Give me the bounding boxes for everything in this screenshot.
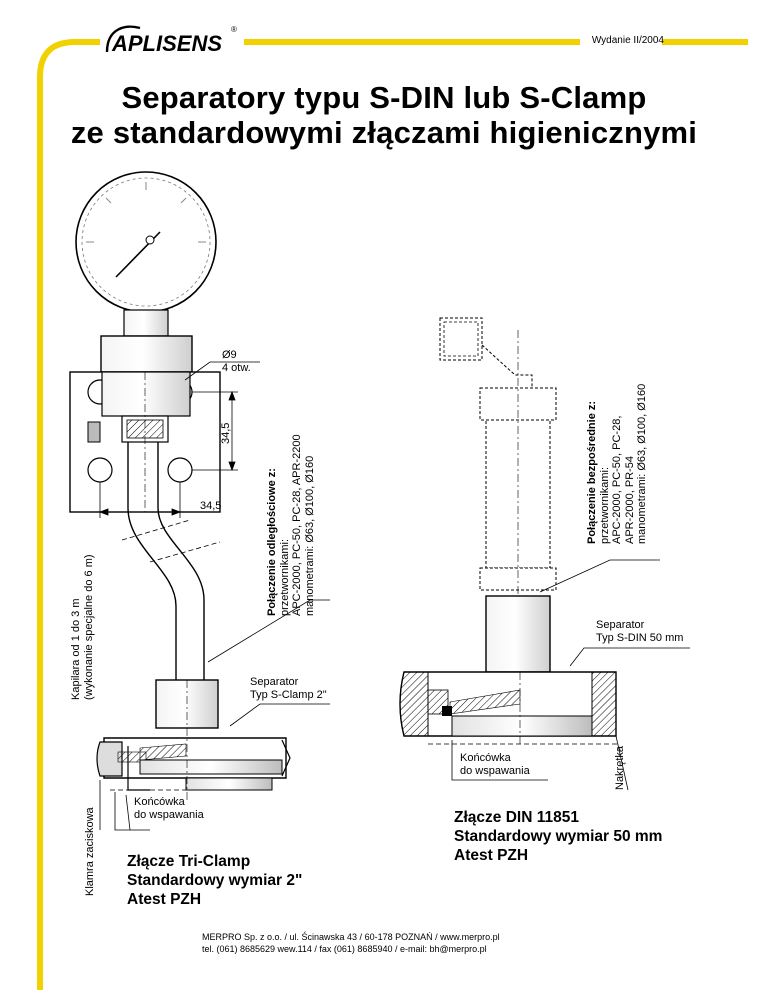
direct-connection-heading: Połączenie bezpośrednie z: [586,400,598,544]
dim-vertical-label: 34,5 [220,422,232,444]
left-weld-end-line-2: do wspawania [134,809,204,821]
footer-contact [202,931,500,955]
remote-connection-heading: Połączenie odległościowe z: [266,468,278,616]
transmitter-housing [101,336,192,372]
s-din-separator-label [596,619,683,645]
mounting-plate [70,372,220,512]
footer-line-1: MERPRO Sp. z o.o. / ul. Ścinawska 43 / 60-178 POZNAŃ / www.merpro.pl [202,932,500,942]
din-caption-line-1: Złącze DIN 11851 [454,809,579,826]
right-weld-end-label [460,752,530,778]
remote-connection-line-2: APC-2000, PC-50, PC-28, APR-2200 [291,434,303,616]
title-line-2: ze standardowymi złączami higienicznymi [70,115,698,150]
direct-connection-line-4: manometrami: Ø63, Ø100, Ø160 [636,383,648,544]
direct-connection-line-1: przetwornikami: [598,466,611,544]
pressure-gauge [76,172,216,336]
remote-connection-text [266,434,316,616]
holes-count-label: 4 otw. [222,362,251,374]
right-weld-end-line-1: Końcówka [460,752,511,764]
footer-line-2: tel. (061) 8685629 wew.114 / fax (061) 8685940 / e-mail: bh@merpro.pl [202,944,487,954]
tri-clamp-caption-line-2: Standardowy wymiar 2" [127,872,303,889]
title-line-1: Separatory typu S-DIN lub S-Clamp [121,80,647,115]
s-din-line-2: Typ S-DIN 50 mm [596,632,684,644]
capillary-text [70,554,95,700]
capillary-line-2: (wykonanie specjalne do 6 m) [82,554,95,700]
right-weld-end-line-2: do wspawania [460,765,530,777]
page-title [40,80,728,150]
din-caption [454,808,662,865]
hole-diameter-label: Ø9 [222,349,237,361]
registered-mark: ® [231,25,237,34]
nut-label: Nakrętka [614,745,626,790]
s-din-separator [400,596,620,745]
s-clamp-separator-label [250,676,327,702]
tri-clamp-caption-line-3: Atest PZH [127,891,202,908]
dim-horizontal-label: 34,5 [200,500,222,512]
direct-connection-line-2: APC-2000, PC-50, PC-28, [611,415,623,544]
capillary-line-1: Kapilara od 1 do 3 m [70,598,82,700]
remote-connection-line-1: przetwornikami: [278,538,291,616]
aplisens-logo [107,25,237,56]
direct-connection-text [586,384,649,544]
tri-clamp-caption [127,852,302,909]
logo-text: APLISENS [112,31,223,56]
s-clamp-line-2: Typ S-Clamp 2" [250,689,327,701]
tri-clamp-caption-line-1: Złącze Tri-Clamp [127,853,251,870]
din-caption-line-2: Standardowy wymiar 50 mm [454,828,663,845]
left-weld-end-label [134,796,204,822]
direct-connection-line-3: APR-2000, PR-54 [623,455,636,544]
din-caption-line-3: Atest PZH [454,847,529,864]
s-din-line-1: Separator [596,619,645,631]
left-weld-end-line-1: Końcówka [134,796,185,808]
remote-connection-line-3: manometrami: Ø63, Ø100, Ø160 [303,455,316,616]
s-clamp-line-1: Separator [250,676,299,688]
edition-label: Wydanie II/2004 [591,35,664,46]
clamp-label: Klamra zaciskowa [84,807,96,896]
